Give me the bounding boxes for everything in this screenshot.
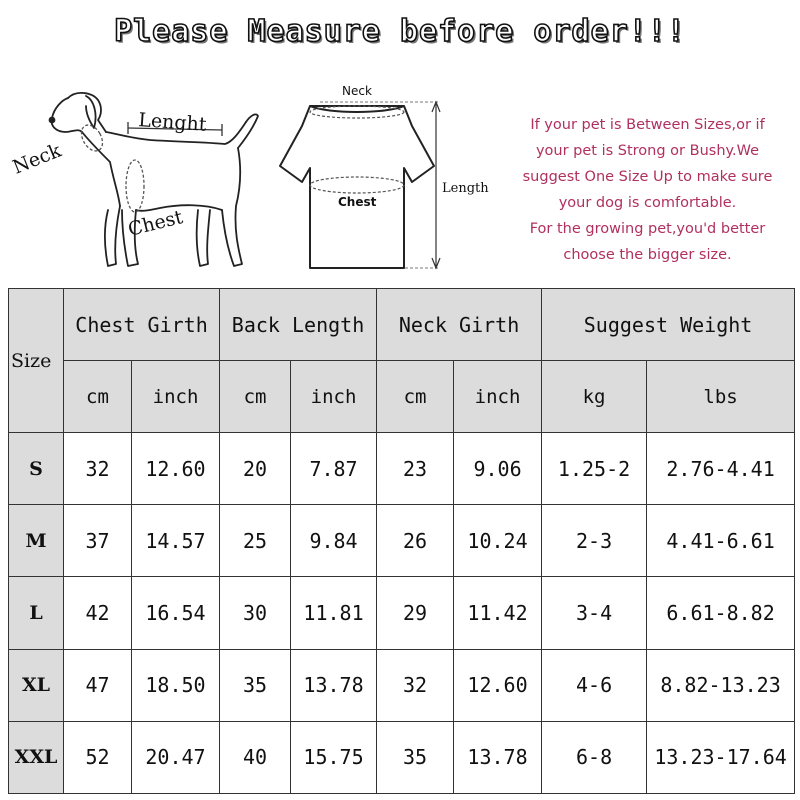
table-cell: 13.23-17.64 [647, 721, 795, 793]
unit-header: kg [542, 361, 647, 433]
table-cell: 20.47 [132, 721, 220, 793]
table-cell: 32 [64, 433, 132, 505]
dog-neck-label: Neck [10, 139, 65, 179]
table-cell: 20 [220, 433, 291, 505]
table-cell: 3-4 [542, 577, 647, 649]
table-cell: 47 [64, 649, 132, 721]
table-cell: 11.42 [454, 577, 542, 649]
size-cell: S [9, 433, 64, 505]
note-line: suggest One Size Up to make sure [522, 169, 773, 185]
table-cell: 18.50 [132, 649, 220, 721]
page-title: Please Measure before order!!! [114, 14, 686, 49]
chest-girth-header: Chest Girth [64, 289, 220, 361]
table-cell: 29 [377, 577, 454, 649]
table-cell: 7.87 [291, 433, 377, 505]
table-row [9, 505, 795, 577]
table-cell: 37 [64, 505, 132, 577]
sizing-note [505, 112, 790, 268]
table-cell: 30 [220, 577, 291, 649]
table-cell: 26 [377, 505, 454, 577]
table-row [9, 721, 795, 793]
table-cell: 12.60 [454, 649, 542, 721]
shirt-length-label: Length [442, 181, 489, 196]
dog-length-label: Lenght [137, 109, 208, 136]
unit-header: cm [377, 361, 454, 433]
unit-header: cm [220, 361, 291, 433]
table-row [9, 649, 795, 721]
table-cell: 35 [377, 721, 454, 793]
note-line: For the growing pet,you'd better [529, 221, 766, 237]
table-cell: 10.24 [454, 505, 542, 577]
table-cell: 8.82-13.23 [647, 649, 795, 721]
table-cell: 40 [220, 721, 291, 793]
size-rows [9, 433, 795, 794]
table-cell: 15.75 [291, 721, 377, 793]
table-cell: 6-8 [542, 721, 647, 793]
note-line: your dog is comfortable. [558, 195, 737, 211]
table-cell: 4.41-6.61 [647, 505, 795, 577]
table-cell: 23 [377, 433, 454, 505]
unit-header: inch [291, 361, 377, 433]
table-cell: 2-3 [542, 505, 647, 577]
unit-header: inch [454, 361, 542, 433]
table-cell: 14.57 [132, 505, 220, 577]
unit-header: lbs [647, 361, 795, 433]
table-cell: 4-6 [542, 649, 647, 721]
unit-header: inch [132, 361, 220, 433]
size-cell: XL [9, 649, 64, 721]
table-cell: 13.78 [291, 649, 377, 721]
table-cell: 6.61-8.82 [647, 577, 795, 649]
note-line: your pet is Strong or Bushy.We [535, 143, 760, 159]
note-line: choose the bigger size. [563, 247, 732, 263]
shirt-measurement-diagram [262, 70, 502, 280]
table-cell: 9.06 [454, 433, 542, 505]
table-cell: 32 [377, 649, 454, 721]
table-row [9, 433, 795, 505]
note-line: If your pet is Between Sizes,or if [530, 117, 765, 133]
table-row [9, 577, 795, 649]
size-cell: L [9, 577, 64, 649]
dog-chest-label: Chest [125, 206, 185, 241]
unit-header: cm [64, 361, 132, 433]
suggest-weight-header: Suggest Weight [542, 289, 795, 361]
size-cell: M [9, 505, 64, 577]
dog-measurement-diagram [10, 70, 275, 280]
table-cell: 25 [220, 505, 291, 577]
table-cell: 35 [220, 649, 291, 721]
table-cell: 13.78 [454, 721, 542, 793]
table-cell: 42 [64, 577, 132, 649]
table-cell: 16.54 [132, 577, 220, 649]
table-cell: 12.60 [132, 433, 220, 505]
table-cell: 1.25-2 [542, 433, 647, 505]
table-cell: 2.76-4.41 [647, 433, 795, 505]
shirt-neck-label: Neck [342, 84, 372, 98]
size-chart-table [8, 288, 795, 794]
neck-girth-header: Neck Girth [377, 289, 542, 361]
table-cell: 52 [64, 721, 132, 793]
back-length-header: Back Length [220, 289, 377, 361]
table-cell: 11.81 [291, 577, 377, 649]
table-cell: 9.84 [291, 505, 377, 577]
shirt-chest-label: Chest [338, 195, 377, 209]
size-column-header: Size [9, 289, 64, 433]
size-cell: XXL [9, 721, 64, 793]
